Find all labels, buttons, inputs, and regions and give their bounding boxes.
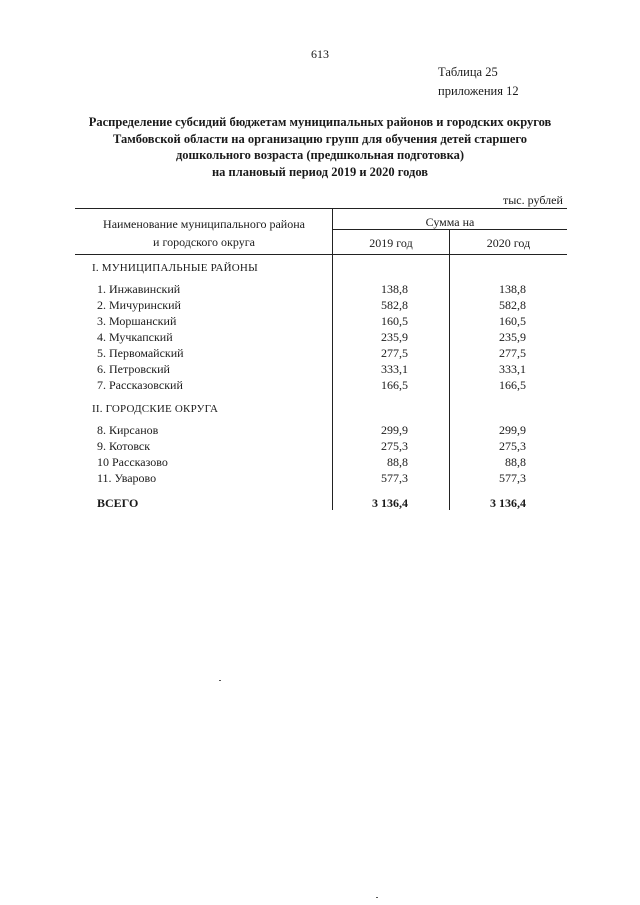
table-row xyxy=(0,314,640,330)
value-2019: 88,8 xyxy=(387,455,408,469)
value-2019: 577,3 xyxy=(381,471,408,485)
value-2020: 275,3 xyxy=(499,439,526,453)
table-row xyxy=(0,439,640,455)
header-year-2020: 2020 год xyxy=(486,236,531,250)
value-2020: 333,1 xyxy=(499,362,526,376)
value-2020: 160,5 xyxy=(499,314,526,328)
total-row xyxy=(0,496,640,512)
row-name: 10 Рассказово xyxy=(97,455,168,469)
value-2020: 166,5 xyxy=(499,378,526,392)
table-reference xyxy=(438,63,519,101)
value-2019: 277,5 xyxy=(381,346,408,360)
header-name-column xyxy=(75,215,333,251)
row-name: 6. Петровский xyxy=(97,362,170,376)
title-line: Распределение субсидий бюджетам муниципальных районов и городских округов xyxy=(88,115,552,129)
table-row xyxy=(0,346,640,362)
value-2019: 582,8 xyxy=(381,298,408,312)
table-number: Таблица 25 xyxy=(438,65,498,79)
table-top-border xyxy=(75,208,567,209)
value-2019: 333,1 xyxy=(381,362,408,376)
section-title: I. МУНИЦИПАЛЬНЫЕ РАЙОНЫ xyxy=(92,262,258,274)
value-2020: 277,5 xyxy=(499,346,526,360)
total-label: ВСЕГО xyxy=(97,496,139,510)
row-name: 9. Котовск xyxy=(97,439,151,453)
units-label: тыс. рублей xyxy=(503,193,563,207)
value-2019: 166,5 xyxy=(381,378,408,392)
header-year-2019: 2019 год xyxy=(369,236,413,250)
table-row xyxy=(0,362,640,378)
table-row xyxy=(0,378,640,394)
row-name: 3. Моршанский xyxy=(97,314,177,328)
value-2019: 235,9 xyxy=(381,330,408,344)
page-number: 613 xyxy=(311,47,329,61)
scan-speck xyxy=(219,680,221,681)
value-2020: 299,9 xyxy=(499,423,526,437)
table-row xyxy=(0,423,640,439)
table-row xyxy=(0,455,640,471)
table-row xyxy=(0,282,640,298)
table-row xyxy=(0,298,640,314)
row-name: 7. Рассказовский xyxy=(97,378,183,392)
value-2020: 582,8 xyxy=(499,298,526,312)
header-bottom-border xyxy=(75,254,567,255)
row-name: 4. Мучкапский xyxy=(97,330,173,344)
row-name: 2. Мичуринский xyxy=(97,298,181,312)
title-line: на плановый период 2019 и 2020 годов xyxy=(211,164,429,179)
scan-speck xyxy=(376,897,378,898)
total-value-2019: 3 136,4 xyxy=(372,496,408,510)
row-name: 1. Инжавинский xyxy=(97,282,181,296)
value-2019: 299,9 xyxy=(381,423,408,437)
header-name-line: и городского округа xyxy=(153,235,255,249)
row-name: 11. Уварово xyxy=(97,471,157,485)
table-row xyxy=(0,471,640,487)
value-2020: 235,9 xyxy=(499,330,526,344)
title-line: дошкольного возраста (предшкольная подготовка) xyxy=(175,148,465,162)
header-sum: Сумма на xyxy=(425,215,475,229)
value-2020: 577,3 xyxy=(499,471,526,485)
section-title: II. ГОРОДСКИЕ ОКРУГА xyxy=(92,403,219,415)
value-2019: 138,8 xyxy=(381,282,408,296)
title-line: Тамбовской области на организацию групп для обучения детей старшего xyxy=(112,131,528,146)
row-name: 8. Кирсанов xyxy=(97,423,159,437)
header-name-line: Наименование муниципального района xyxy=(103,217,305,231)
row-name: 5. Первомайский xyxy=(97,346,184,360)
value-2020: 138,8 xyxy=(499,282,526,296)
table-row xyxy=(0,330,640,346)
value-2019: 275,3 xyxy=(381,439,408,453)
value-2019: 160,5 xyxy=(381,314,408,328)
total-value-2020: 3 136,4 xyxy=(490,496,526,510)
value-2020: 88,8 xyxy=(505,455,526,469)
appendix-number: приложения 12 xyxy=(438,84,519,98)
document-title xyxy=(70,114,570,180)
